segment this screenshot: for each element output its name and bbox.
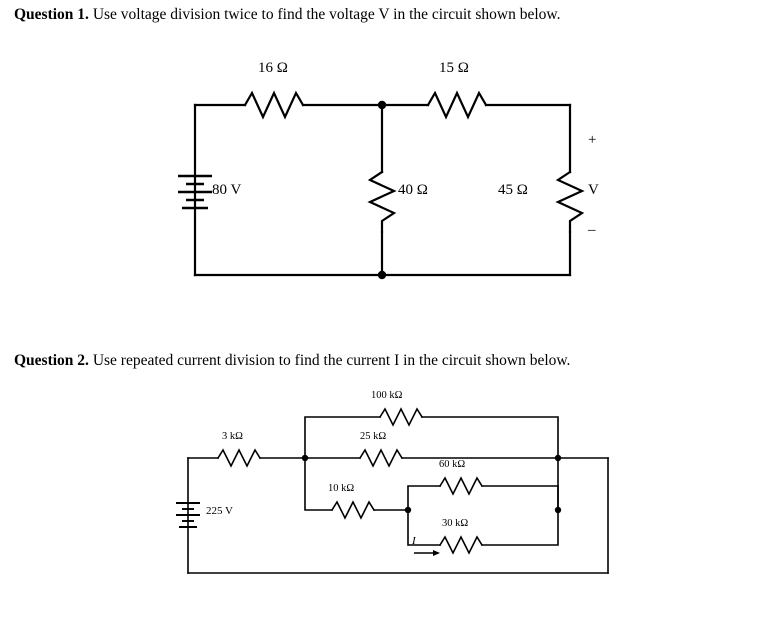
- label-25k: 25 kΩ: [360, 431, 387, 442]
- question-2-body: Use repeated current division to find the current I in the circuit shown below.: [88, 352, 571, 369]
- node-right-junction: [555, 455, 561, 461]
- label-source-225v: 225 V: [206, 505, 233, 517]
- label-10k: 10 kΩ: [328, 483, 355, 494]
- question-2-label: Question 2.: [14, 352, 89, 369]
- node-bottom-middle: [378, 271, 386, 279]
- figure-1-svg: [150, 60, 650, 300]
- node-top-middle: [378, 101, 386, 109]
- label-minus-sign: –: [588, 222, 596, 238]
- label-current-i: I: [412, 535, 416, 547]
- label-60k: 60 kΩ: [439, 459, 466, 470]
- label-100k: 100 kΩ: [371, 390, 403, 401]
- label-45-ohm: 45 Ω: [498, 182, 528, 198]
- label-source-80v: 80 V: [212, 182, 242, 198]
- question-1-label: Question 1.: [14, 6, 89, 23]
- question-2-text: [14, 352, 570, 370]
- label-15-ohm: 15 Ω: [439, 60, 469, 76]
- node-right-lower-junction: [555, 507, 561, 513]
- label-plus-sign: +: [588, 132, 597, 148]
- label-40-ohm: 40 Ω: [398, 182, 428, 198]
- label-output-voltage: V: [588, 182, 599, 198]
- label-30k: 30 kΩ: [442, 518, 469, 529]
- node-left-junction: [302, 455, 308, 461]
- figure-2-svg: [150, 385, 650, 600]
- label-3k: 3 kΩ: [222, 431, 243, 442]
- node-mid-junction: [405, 507, 411, 513]
- figure-2-circuit: [150, 385, 650, 600]
- label-16-ohm: 16 Ω: [258, 60, 288, 76]
- figure-1-circuit: [150, 60, 650, 300]
- question-1-body: Use voltage division twice to find the voltage V in the circuit shown below.: [88, 6, 561, 23]
- question-1-text: [14, 6, 560, 24]
